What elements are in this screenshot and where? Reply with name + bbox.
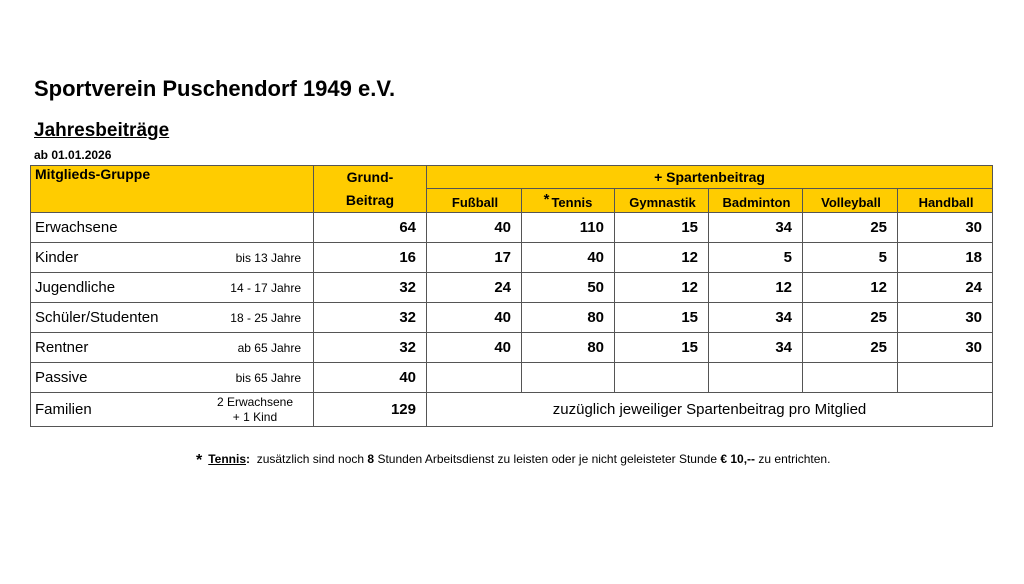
sport-fee: 34 — [709, 333, 803, 363]
group-age: bis 13 Jahre — [235, 250, 301, 265]
sport-fee: 12 — [803, 273, 898, 303]
sport-fee — [709, 363, 803, 393]
header-sport-fussball — [427, 189, 522, 213]
footnote-text2: Stunden Arbeitsdienst zu leisten oder je nicht geleisteter Stunde — [377, 452, 718, 466]
sport-fee: 30 — [898, 303, 993, 333]
table-row — [31, 303, 993, 333]
group-name: Familien — [35, 401, 92, 418]
table-row — [31, 273, 993, 303]
age-line1: 2 Erwachsene — [216, 394, 293, 409]
group-name: Passive — [35, 369, 88, 386]
sport-fee: 15 — [615, 213, 709, 243]
header-sport-handball — [898, 189, 993, 213]
base-fee: 64 — [314, 213, 427, 243]
footnote — [196, 452, 830, 470]
sport-fee: 18 — [898, 243, 993, 273]
group-name: Rentner — [35, 339, 89, 356]
sport-fee: 40 — [427, 303, 522, 333]
family-note: zuzüglich jeweiliger Spartenbeitrag pro Mitglied — [427, 393, 993, 427]
group-cell — [31, 273, 314, 303]
sport-fee: 34 — [709, 213, 803, 243]
sport-fee: 50 — [522, 273, 615, 303]
sport-fee: 25 — [803, 213, 898, 243]
sport-fee: 24 — [427, 273, 522, 303]
footnote-text1: zusätzlich sind noch — [256, 452, 365, 466]
sport-fee: 25 — [803, 303, 898, 333]
sport-fee: 80 — [522, 303, 615, 333]
group-name: Erwachsene — [35, 219, 118, 236]
footnote-amount: € 10,-- — [720, 452, 756, 466]
sport-fee: 80 — [522, 333, 615, 363]
sport-fee: 12 — [615, 273, 709, 303]
age-line2: + 1 Kind — [232, 409, 278, 424]
table-row — [31, 243, 993, 273]
header-sport-badminton — [709, 189, 803, 213]
group-name: Schüler/Studenten — [35, 309, 159, 326]
sport-fee: 15 — [615, 333, 709, 363]
group-cell — [31, 333, 314, 363]
group-cell — [31, 363, 314, 393]
base-fee: 32 — [314, 303, 427, 333]
group-cell — [31, 303, 314, 333]
sport-fee — [522, 363, 615, 393]
group-name: Jugendliche — [35, 279, 116, 296]
sport-label: Volleyball — [821, 195, 881, 210]
sport-label: Badminton — [722, 195, 791, 210]
group-age: ab 65 Jahre — [237, 340, 301, 355]
sport-fee: 5 — [709, 243, 803, 273]
header-sport-volleyball — [803, 189, 898, 213]
fee-table — [30, 165, 993, 427]
footnote-text3: zu entrichten. — [758, 452, 831, 466]
sport-fee — [803, 363, 898, 393]
sport-fee: 110 — [522, 213, 615, 243]
base-fee: 129 — [314, 393, 427, 427]
footnote-colon: : — [246, 452, 251, 466]
group-age: 18 - 25 Jahre — [230, 310, 301, 325]
group-age: 14 - 17 Jahre — [230, 280, 301, 295]
sport-label: Gymnastik — [629, 195, 696, 210]
sport-fee: 40 — [427, 213, 522, 243]
header-sport-gymnastik — [615, 189, 709, 213]
sport-fee — [898, 363, 993, 393]
sport-fee: 30 — [898, 213, 993, 243]
base-fee: 16 — [314, 243, 427, 273]
page-title: Sportverein Puschendorf 1949 e.V. — [34, 76, 396, 101]
group-name: Kinder — [35, 249, 79, 266]
footnote-star: * — [196, 452, 203, 469]
group-cell — [31, 393, 314, 427]
valid-from-date: ab 01.01.2026 — [34, 148, 112, 162]
group-age — [217, 395, 313, 425]
base-fee: 40 — [314, 363, 427, 393]
header-sparten: + Spartenbeitrag — [427, 166, 993, 189]
base-fee: 32 — [314, 333, 427, 363]
sport-fee — [615, 363, 709, 393]
sport-fee: 24 — [898, 273, 993, 303]
table-row — [31, 213, 993, 243]
sport-label: Handball — [918, 195, 974, 210]
header-row-1 — [31, 166, 993, 189]
table-row — [31, 333, 993, 363]
group-cell — [31, 243, 314, 273]
footnote-hours: 8 — [367, 452, 375, 466]
header-sport-tennis — [522, 189, 615, 213]
sport-fee — [427, 363, 522, 393]
sport-fee: 40 — [427, 333, 522, 363]
sport-label: Fußball — [451, 195, 499, 210]
sport-fee: 40 — [522, 243, 615, 273]
sport-fee: 30 — [898, 333, 993, 363]
subtitle-text: Jahresbeiträge — [34, 120, 170, 141]
table-row-family — [31, 393, 993, 427]
sport-star: * — [543, 191, 550, 208]
sport-fee: 34 — [709, 303, 803, 333]
header-base-line2: Beitrag — [314, 189, 427, 213]
base-fee: 32 — [314, 273, 427, 303]
header-base-line1: Grund- — [314, 166, 427, 189]
group-cell — [31, 213, 314, 243]
sport-fee: 5 — [803, 243, 898, 273]
sport-label: Tennis — [551, 195, 593, 210]
header-group: Mitglieds-Gruppe — [31, 166, 314, 213]
page-subtitle — [34, 120, 175, 142]
table-row — [31, 363, 993, 393]
sport-fee: 12 — [709, 273, 803, 303]
sport-fee: 15 — [615, 303, 709, 333]
sport-fee: 12 — [615, 243, 709, 273]
sport-fee: 25 — [803, 333, 898, 363]
sport-fee: 17 — [427, 243, 522, 273]
group-age: bis 65 Jahre — [235, 370, 301, 385]
footnote-keyword: Tennis — [208, 452, 247, 466]
